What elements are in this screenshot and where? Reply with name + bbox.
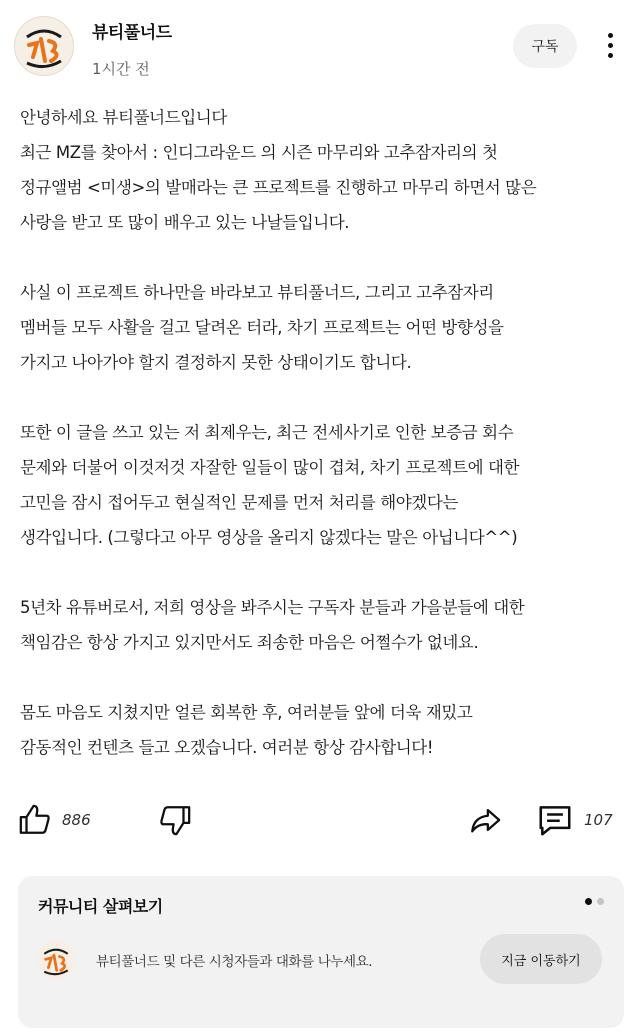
post-line: 고민을 잠시 접어두고 현실적인 문제를 먼저 처리를 해야겠다는 [20,493,458,512]
post-line: 안녕하세요 뷰티풀너드입니다 [20,108,227,127]
post-paragraph [20,415,625,555]
post-line: 정규앨범 <미생>의 발매라는 큰 프로젝트를 진행하고 마무리 하면서 많은 [20,178,537,197]
more-vert-icon[interactable] [598,28,622,68]
post-paragraph [20,695,625,765]
share-button[interactable] [468,795,502,845]
post-paragraph [20,275,625,380]
post-line: 사랑을 받고 또 많이 배우고 있는 나날들입니다. [20,213,350,232]
community-card [18,876,624,1028]
post-paragraph [20,100,625,240]
action-bar [0,795,640,845]
post-line: 가지고 나아가야 할지 결정하지 못한 상태이기도 합니다. [20,353,412,372]
post-line: 멤버들 모두 사활을 걸고 달려온 터라, 차기 프로젝트는 어떤 방향성을 [20,318,504,337]
community-description: 뷰티풀너드 및 다른 시청자들과 대화를 나누세요. [96,954,373,970]
share-icon [468,803,502,837]
post-line: 몸도 마음도 지쳤지만 얼른 회복한 후, 여러분들 앞에 더욱 재밌고 [20,703,473,722]
channel-name[interactable]: 뷰티풀너드 [92,23,172,43]
thumbs-up-icon [18,803,52,837]
post-line: 감동적인 컨텐츠 들고 오겠습니다. 여러분 항상 감사합니다! [20,738,434,757]
post-line: 사실 이 프로젝트 하나만을 바라보고 뷰티풀너드, 그리고 고추잠자리 [20,283,494,302]
post-line: 최근 MZ를 찾아서 : 인디그라운드 의 시즌 마무리와 고추잠자리의 첫 [20,143,498,162]
comment-count: 107 [584,811,613,829]
like-count: 886 [62,811,91,829]
channel-avatar[interactable] [14,16,74,76]
like-button[interactable] [18,795,91,845]
post-body [20,100,625,800]
post-line: 또한 이 글을 쓰고 있는 저 최제우는, 최근 전세사기로 인한 보증금 회수 [20,423,514,442]
carousel-dots [585,898,604,905]
post-line: 5년차 유튜버로서, 저희 영상을 봐주시는 구독자 분들과 가을분들에 대한 [20,598,525,617]
channel-logo-icon [36,940,76,980]
post-time: 1시간 전 [92,60,150,78]
post-header [0,0,640,92]
go-now-button[interactable]: 지금 이동하기 [480,934,602,984]
subscribe-button[interactable]: 구독 [513,24,577,68]
post-paragraph [20,590,625,660]
dislike-button[interactable] [158,795,192,845]
comment-icon [536,801,574,839]
carousel-dot [585,898,592,905]
post-line: 생각입니다. (그렇다고 아무 영상을 올리지 않겠다는 말은 아닙니다^^) [20,528,518,547]
community-avatar [36,940,76,980]
channel-logo-icon [15,17,73,75]
carousel-dot [597,898,604,905]
thumbs-down-icon [158,803,192,837]
community-title: 커뮤니티 살펴보기 [38,897,163,916]
post-line: 책임감은 항상 가지고 있지만서도 죄송한 마음은 어쩔수가 없네요. [20,633,479,652]
post-line: 문제와 더불어 이것저것 자잘한 일들이 많이 겹쳐, 차기 프로젝트에 대한 [20,458,520,477]
comment-button[interactable] [536,795,613,845]
